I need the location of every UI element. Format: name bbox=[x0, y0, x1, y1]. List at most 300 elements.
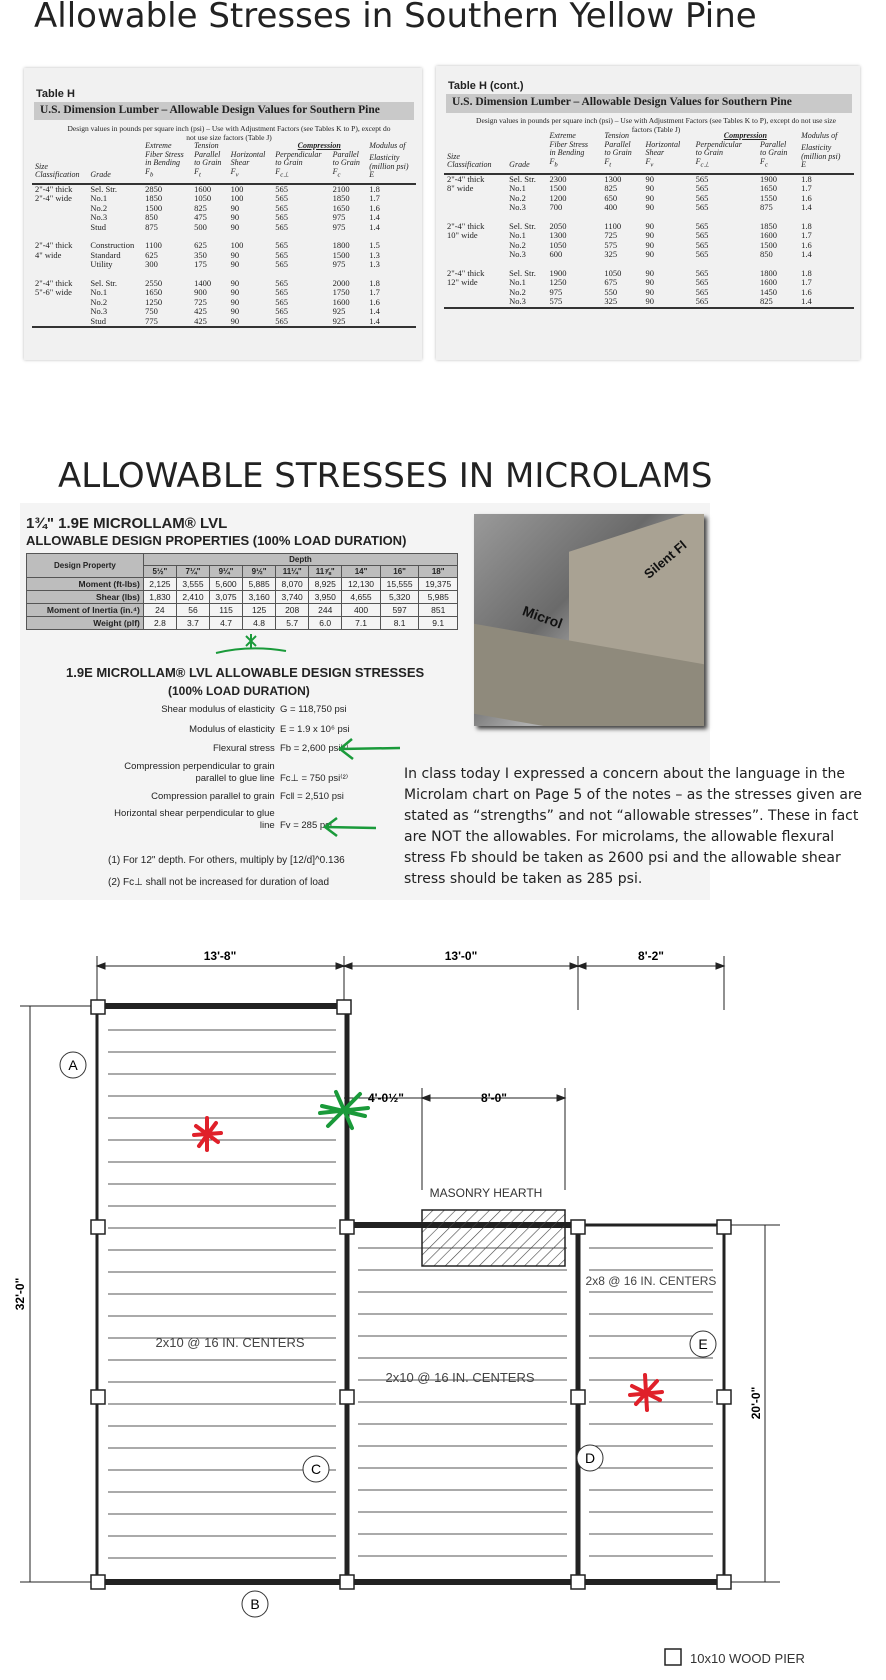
table-cell: 1100 bbox=[145, 240, 162, 251]
table-cell: 565 bbox=[695, 183, 709, 194]
property-value: 2.8 bbox=[143, 617, 176, 630]
size-cell: 5"-6" wide bbox=[35, 287, 72, 298]
pier bbox=[717, 1220, 731, 1234]
green-arrow-fb bbox=[340, 739, 400, 759]
size-cell: 4" wide bbox=[35, 249, 62, 260]
property-value: 125 bbox=[243, 604, 276, 617]
table-cell: No.3 bbox=[90, 306, 108, 317]
depth-header: Depth bbox=[143, 554, 457, 566]
table-cell: 1300 bbox=[604, 173, 622, 184]
masonry-hearth bbox=[422, 1210, 565, 1266]
table-cell: 1850 bbox=[332, 193, 350, 204]
table-cell: 825 bbox=[194, 202, 207, 213]
property-value: 3,740 bbox=[276, 591, 309, 604]
table-cell: 725 bbox=[194, 296, 207, 307]
table-cell: 575 bbox=[549, 296, 563, 307]
table-cell: 2300 bbox=[549, 173, 567, 184]
pier bbox=[571, 1390, 585, 1404]
stress-row-g: Shear modulus of elasticity G = 118,750 psi bbox=[161, 704, 347, 715]
dim-top-3: 8'-2" bbox=[638, 949, 664, 963]
table-cell: 90 bbox=[645, 220, 654, 231]
table-cell: 565 bbox=[695, 230, 709, 241]
table-cell: 90 bbox=[230, 306, 240, 317]
table-cell: 1.7 bbox=[369, 193, 380, 204]
table-cell: 2000 bbox=[332, 277, 350, 288]
table-cell: 750 bbox=[145, 306, 158, 317]
table-cell: 90 bbox=[230, 277, 240, 288]
table-cell: 1800 bbox=[332, 240, 350, 251]
table-cell: No.1 bbox=[90, 193, 108, 204]
table-cell: 600 bbox=[549, 249, 563, 260]
table-cell: 90 bbox=[230, 221, 240, 232]
table-cell: 565 bbox=[275, 212, 289, 223]
size-cell bbox=[444, 203, 506, 213]
stress-row-e: Modulus of elasticity E = 1.9 x 10⁶ psi bbox=[189, 724, 350, 735]
table-cell: 925 bbox=[332, 306, 346, 317]
table-cell: 850 bbox=[145, 212, 158, 223]
property-value: 3,160 bbox=[243, 591, 276, 604]
pier bbox=[337, 1000, 351, 1014]
table-title: U.S. Dimension Lumber – Allowable Design Values for Southern Pine bbox=[34, 102, 414, 120]
table-cell: 1500 bbox=[332, 249, 350, 260]
dim-left: 32'-0" bbox=[13, 1277, 27, 1311]
pier bbox=[717, 1575, 731, 1589]
table-cell: 1.4 bbox=[801, 249, 812, 260]
joist-label-a: 2x10 @ 16 IN. CENTERS bbox=[155, 1335, 305, 1350]
table-row bbox=[444, 213, 854, 232]
table-cell: 1.4 bbox=[369, 315, 380, 326]
table-cell: 1800 bbox=[759, 267, 777, 278]
property-value: 6.0 bbox=[309, 617, 342, 630]
joists-bay-a bbox=[108, 1030, 336, 1558]
table-cell: 1900 bbox=[549, 267, 567, 278]
photo-label-1: Microl bbox=[520, 602, 565, 632]
table-cell: 1650 bbox=[759, 183, 777, 194]
pier bbox=[717, 1390, 731, 1404]
pier bbox=[91, 1390, 105, 1404]
table-cell: 565 bbox=[275, 193, 289, 204]
property-value: 56 bbox=[176, 604, 209, 617]
table-cell: Stud bbox=[90, 315, 106, 326]
table-cell: 1200 bbox=[549, 192, 567, 203]
grid-label-b: B bbox=[250, 1596, 260, 1612]
table-cell: 725 bbox=[604, 230, 618, 241]
table-cell: 1250 bbox=[549, 277, 567, 288]
table-cell: 1400 bbox=[194, 277, 212, 288]
property-value: 2,410 bbox=[176, 591, 209, 604]
property-value: 5,985 bbox=[419, 591, 458, 604]
table-cell: Standard bbox=[90, 249, 121, 260]
table-row bbox=[32, 317, 416, 328]
hearth-label: MASONRY HEARTH bbox=[429, 1186, 543, 1200]
depth-col-header: 16" bbox=[380, 566, 419, 578]
table-title: U.S. Dimension Lumber – Allowable Design Values for Southern Pine bbox=[446, 94, 852, 113]
table-label: Table H (cont.) bbox=[448, 80, 524, 92]
pier bbox=[340, 1390, 354, 1404]
table-cell: 1250 bbox=[145, 296, 163, 307]
property-value: 115 bbox=[210, 604, 243, 617]
depth-col-header: 9¼" bbox=[210, 566, 243, 578]
table-cell: No.1 bbox=[509, 183, 526, 194]
size-cell: 12" wide bbox=[447, 277, 478, 288]
table-cell: 565 bbox=[695, 202, 709, 213]
property-value: 3,555 bbox=[176, 578, 209, 591]
property-label: Shear (lbs) bbox=[27, 591, 144, 604]
table-cell: 565 bbox=[275, 240, 289, 251]
property-value: 5,320 bbox=[380, 591, 419, 604]
size-cell: 2"-4" thick bbox=[35, 277, 73, 288]
table-cell: 565 bbox=[275, 202, 289, 213]
table-cell: Utility bbox=[90, 259, 113, 270]
depth-col-header: 11⅞" bbox=[309, 566, 342, 578]
size-cell bbox=[32, 307, 87, 317]
size-cell: 2"-4" thick bbox=[447, 267, 485, 278]
size-cell: 2"-4" thick bbox=[35, 183, 73, 194]
table-cell: 1.7 bbox=[801, 230, 812, 241]
table-cell: 1600 bbox=[332, 296, 350, 307]
depth-col-header: 18" bbox=[419, 566, 458, 578]
table-cell: 1.4 bbox=[801, 296, 812, 307]
table-cell: 565 bbox=[275, 296, 289, 307]
photo-label-2: Silent Fl bbox=[641, 537, 690, 582]
table-cell: 1.5 bbox=[369, 240, 380, 251]
table-cell: Sel. Str. bbox=[90, 277, 118, 288]
table-cell: 625 bbox=[145, 249, 158, 260]
table-cell: 625 bbox=[194, 240, 207, 251]
table-cell: Construction bbox=[90, 240, 135, 251]
depth-col-header: 11¼" bbox=[276, 566, 309, 578]
table-cell: 565 bbox=[275, 221, 289, 232]
table-cell: No.2 bbox=[509, 192, 526, 203]
grid-label-e: E bbox=[698, 1336, 708, 1352]
table-cell: 1.8 bbox=[801, 173, 812, 184]
table-row bbox=[444, 297, 854, 308]
stress-row-fv: Horizontal shear perpendicular to glue line Fv = 285 psi bbox=[114, 808, 333, 831]
table-cell: 1.4 bbox=[369, 221, 380, 232]
table-cell: 1.7 bbox=[801, 277, 812, 288]
table-cell: 1650 bbox=[145, 287, 163, 298]
table-cell: 2550 bbox=[145, 277, 163, 288]
bay-c-outline bbox=[347, 1225, 578, 1582]
stress-subtitle: (100% LOAD DURATION) bbox=[168, 684, 310, 698]
table-cell: 900 bbox=[194, 287, 207, 298]
table-cell: No.2 bbox=[509, 286, 526, 297]
table-row bbox=[444, 203, 854, 213]
table-cell: 325 bbox=[604, 296, 618, 307]
table-cell: No.2 bbox=[509, 239, 526, 250]
lumber-values-table: Extreme Tension Compression Modulus of Size Classification Grade Fiber Stress in Bending $F_b$ Parallel to Grain $F_t$ Horizontal Shear $F_v$ Perpendicular to Grain $F_{c\perp}$ Parallel to Grain $F_c$ Elasticity (million psi) E 2"-4" thick Sel. Str. 2300 1300 90 565 1900 1.8 8" wide No.1 1500 825 90 565 1650 1.7 No.2 1200 650 90 565 1550 1.6 No.3 700 400 90 565 875 1.4 2"-4" thick Sel. Str. 2050 1100 90 565 1850 1.8 10" wide No.1 1300 725 90 565 1600 1.7 No.2 1050 575 90 565 1500 1.6 No.3 600 325 90 565 850 1.4 2"-4" thick Sel. Str. 1900 1050 90 565 1800 1.8 12" wide No.1 1250 675 90 565 1600 1.7 No.2 975 550 90 565 1450 1.6 No.3 575 325 90 565 825 1.4 bbox=[444, 132, 854, 315]
pier bbox=[571, 1575, 585, 1589]
design-property-header: Design Property bbox=[27, 554, 144, 578]
dim-small-1: 4'-0½" bbox=[368, 1091, 404, 1105]
table-cell: 90 bbox=[230, 249, 240, 260]
property-value: 208 bbox=[276, 604, 309, 617]
property-value: 12,130 bbox=[342, 578, 381, 591]
property-value: 597 bbox=[380, 604, 419, 617]
table-cell: 565 bbox=[695, 249, 709, 260]
stress-row-fcperp: Compression perpendicular to grain parallel to glue line Fc⊥ = 750 psi⁽²⁾ bbox=[124, 761, 349, 784]
pier bbox=[91, 1000, 105, 1014]
table-cell: 565 bbox=[695, 239, 709, 250]
dim-small-2: 8'-0" bbox=[481, 1091, 507, 1105]
table-cell: 90 bbox=[645, 239, 654, 250]
table-cell: 565 bbox=[275, 277, 289, 288]
property-value: 8,070 bbox=[276, 578, 309, 591]
property-value: 851 bbox=[419, 604, 458, 617]
table-cell: 425 bbox=[194, 315, 207, 326]
table-cell: 90 bbox=[645, 192, 654, 203]
property-value: 3.7 bbox=[176, 617, 209, 630]
table-cell: Stud bbox=[90, 221, 106, 232]
pier bbox=[571, 1220, 585, 1234]
table-cell: 350 bbox=[194, 249, 207, 260]
table-row bbox=[32, 223, 416, 233]
table-cell: 90 bbox=[645, 277, 654, 288]
dim-top-1: 13'-8" bbox=[203, 949, 237, 963]
grid-label-c: C bbox=[310, 1461, 322, 1477]
stress-row-fb: Flexural stress Fb = 2,600 psi⁽¹⁾ bbox=[212, 743, 349, 754]
table-row bbox=[444, 250, 854, 260]
table-cell: 1.6 bbox=[369, 202, 380, 213]
property-label: Weight (plf) bbox=[27, 617, 144, 630]
table-row bbox=[32, 260, 416, 270]
table-cell: 1050 bbox=[194, 193, 212, 204]
property-value: 8,925 bbox=[309, 578, 342, 591]
table-cell: 1.4 bbox=[369, 212, 380, 223]
table-row bbox=[444, 260, 854, 279]
property-value: 9.1 bbox=[419, 617, 458, 630]
pier bbox=[340, 1220, 354, 1234]
table-cell: 565 bbox=[695, 286, 709, 297]
table-cell: 1450 bbox=[759, 286, 777, 297]
table-cell: 1.4 bbox=[369, 306, 380, 317]
microlam-heading: 1¾" 1.9E MICROLLAM® LVL bbox=[26, 515, 228, 532]
size-cell: 2"-4" thick bbox=[447, 173, 485, 184]
table-cell: 1.7 bbox=[369, 287, 380, 298]
table-cell: 2050 bbox=[549, 220, 567, 231]
table-cell: 565 bbox=[695, 267, 709, 278]
table-cell: 975 bbox=[332, 259, 346, 270]
size-cell: 10" wide bbox=[447, 230, 478, 241]
property-value: 5,600 bbox=[210, 578, 243, 591]
table-cell: 1500 bbox=[759, 239, 777, 250]
table-cell: 1.6 bbox=[801, 239, 812, 250]
table-cell: 1050 bbox=[549, 239, 567, 250]
table-cell: 1.3 bbox=[369, 249, 380, 260]
table-cell: 1.8 bbox=[369, 277, 380, 288]
table-cell: 90 bbox=[645, 202, 654, 213]
table-cell: 90 bbox=[230, 287, 240, 298]
footnote-2: (2) Fc⊥ shall not be increased for duration of load bbox=[108, 877, 330, 888]
table-cell: 1.7 bbox=[801, 183, 812, 194]
table-cell: 975 bbox=[332, 212, 346, 223]
table-cell: 100 bbox=[230, 193, 244, 204]
size-cell bbox=[32, 223, 87, 233]
table-cell: 700 bbox=[549, 202, 563, 213]
table-cell: Sel. Str. bbox=[90, 183, 118, 194]
table-cell: 100 bbox=[230, 240, 244, 251]
size-cell bbox=[32, 298, 87, 308]
floor-framing-plan bbox=[0, 930, 886, 1680]
table-cell: 1500 bbox=[145, 202, 163, 213]
size-cell: 8" wide bbox=[447, 183, 474, 194]
joist-label-c: 2x10 @ 16 IN. CENTERS bbox=[385, 1370, 535, 1385]
grid-label-a: A bbox=[68, 1057, 78, 1073]
table-cell: 1.8 bbox=[369, 183, 380, 194]
stress-row-fcpar: Compression parallel to grain Fc‖ = 2,510 psi bbox=[151, 791, 344, 802]
table-note: Design values in pounds per square inch (psi) – Use with Adjustment Factors (see Tables K to P), except do not use size factors (Table J) bbox=[476, 116, 836, 134]
property-value: 3,950 bbox=[309, 591, 342, 604]
table-cell: 90 bbox=[645, 267, 654, 278]
table-cell: No.1 bbox=[509, 277, 526, 288]
table-cell: 925 bbox=[332, 315, 346, 326]
property-value: 2,125 bbox=[143, 578, 176, 591]
table-cell: 550 bbox=[604, 286, 618, 297]
pier-legend-label: 10x10 WOOD PIER bbox=[690, 1651, 805, 1666]
table-cell: 875 bbox=[145, 221, 158, 232]
green-asterisk bbox=[246, 634, 256, 648]
table-cell: 1.6 bbox=[801, 286, 812, 297]
table-cell: 175 bbox=[194, 259, 207, 270]
table-cell: 90 bbox=[230, 202, 240, 213]
microlam-subheading: ALLOWABLE DESIGN PROPERTIES (100% LOAD DURATION) bbox=[26, 533, 407, 548]
table-cell: 1600 bbox=[759, 230, 777, 241]
size-cell bbox=[444, 241, 506, 251]
pier-legend-icon bbox=[665, 1649, 681, 1665]
table-cell: 90 bbox=[230, 212, 240, 223]
pier bbox=[91, 1575, 105, 1589]
table-cell: 565 bbox=[275, 249, 289, 260]
size-cell bbox=[32, 204, 87, 214]
table-cell: 2100 bbox=[332, 183, 350, 194]
table-cell: 1600 bbox=[759, 277, 777, 288]
joists-bay-c bbox=[358, 1248, 567, 1556]
property-value: 4,655 bbox=[342, 591, 381, 604]
property-value: 4.8 bbox=[243, 617, 276, 630]
table-cell: 1500 bbox=[549, 183, 567, 194]
table-cell: 825 bbox=[759, 296, 773, 307]
table-cell: No.2 bbox=[90, 296, 108, 307]
size-cell bbox=[444, 288, 506, 298]
microlam-title: ALLOWABLE STRESSES IN MICROLAMS bbox=[58, 456, 713, 496]
table-cell: 325 bbox=[604, 249, 618, 260]
grid-label-d: D bbox=[584, 1450, 596, 1466]
table-cell: 425 bbox=[194, 306, 207, 317]
table-cell: 975 bbox=[549, 286, 563, 297]
table-cell: 100 bbox=[230, 183, 244, 194]
table-cell: 565 bbox=[275, 183, 289, 194]
property-label: Moment of Inertia (in.⁴) bbox=[27, 604, 144, 617]
table-cell: 1850 bbox=[759, 220, 777, 231]
table-h-scan bbox=[24, 68, 422, 360]
table-label: Table H bbox=[36, 88, 75, 100]
footnote-1: (1) For 12" depth. For others, multiply by [12/d]^0.136 bbox=[108, 855, 345, 866]
table-cell: 565 bbox=[695, 173, 709, 184]
size-cell bbox=[32, 260, 87, 270]
table-cell: 1650 bbox=[332, 202, 350, 213]
depth-col-header: 9½" bbox=[243, 566, 276, 578]
property-value: 7.1 bbox=[342, 617, 381, 630]
table-cell: 1600 bbox=[194, 183, 212, 194]
table-cell: 650 bbox=[604, 192, 618, 203]
table-cell: 1.6 bbox=[369, 296, 380, 307]
page-title: Allowable Stresses in Southern Yellow Pine bbox=[34, 0, 757, 36]
table-h-cont-scan bbox=[436, 66, 860, 360]
table-cell: 90 bbox=[230, 315, 240, 326]
depth-col-header: 7¼" bbox=[176, 566, 209, 578]
table-cell: No.1 bbox=[509, 230, 526, 241]
table-cell: 565 bbox=[695, 277, 709, 288]
property-value: 244 bbox=[309, 604, 342, 617]
property-value: 8.1 bbox=[380, 617, 419, 630]
table-cell: No.1 bbox=[90, 287, 108, 298]
property-label: Moment (ft-lbs) bbox=[27, 578, 144, 591]
size-cell bbox=[444, 297, 506, 308]
property-value: 15,555 bbox=[380, 578, 419, 591]
table-cell: No.3 bbox=[509, 296, 526, 307]
table-cell: 90 bbox=[645, 286, 654, 297]
table-cell: 1.6 bbox=[801, 192, 812, 203]
table-cell: No.3 bbox=[509, 202, 526, 213]
microlam-photo bbox=[474, 514, 704, 726]
green-asterisk-plan bbox=[320, 1092, 368, 1128]
joist-label-d: 2x8 @ 16 IN. CENTERS bbox=[585, 1274, 717, 1288]
size-cell bbox=[444, 250, 506, 260]
table-cell: Sel. Str. bbox=[509, 267, 536, 278]
table-cell: Sel. Str. bbox=[509, 173, 536, 184]
green-underline bbox=[216, 648, 286, 653]
table-cell: 1300 bbox=[549, 230, 567, 241]
table-cell: 675 bbox=[604, 277, 618, 288]
table-row bbox=[32, 232, 416, 251]
table-cell: 90 bbox=[645, 183, 654, 194]
table-row bbox=[32, 270, 416, 289]
table-cell: 850 bbox=[759, 249, 773, 260]
property-value: 5.7 bbox=[276, 617, 309, 630]
table-cell: 575 bbox=[604, 239, 618, 250]
table-cell: 1.3 bbox=[369, 259, 380, 270]
property-value: 4.7 bbox=[210, 617, 243, 630]
lumber-values-table: Extreme Tension Compression Modulus of Size Classification Grade Fiber Stress in Bending $F_b$ Parallel to Grain $F_t$ Horizontal Shear $F_v$ Perpendicular to Grain $F_{c\perp}$ Parallel to Grain $F_c$ Elasticity (million psi) E 2"-4" thick Sel. Str. 2850 1600 100 565 2100 1.8 2"-4" wide No.1 1850 1050 100 565 1850 1.7 No.2 1500 825 90 565 1650 1.6 No.3 850 475 90 565 975 1.4 Stud 875 500 90 565 975 1.4 2"-4" thick Construction 1100 625 100 565 1800 1.5 4" wide Standard 625 350 90 565 1500 1.3 Utility 300 175 90 565 975 1.3 2"-4" thick Sel. Str. 2550 1400 90 565 2000 1.8 5"-6" wide No.1 1650 900 90 565 1750 1.7 No.2 1250 725 90 565 1600 1.6 No.3 750 425 90 565 925 1.4 Stud 775 425 90 565 925 1.4 bbox=[32, 142, 416, 334]
property-value: 3,075 bbox=[210, 591, 243, 604]
dim-right: 20'-0" bbox=[749, 1386, 763, 1420]
table-cell: 1750 bbox=[332, 287, 350, 298]
size-cell bbox=[444, 194, 506, 204]
table-cell: 1.8 bbox=[801, 220, 812, 231]
table-cell: 2850 bbox=[145, 183, 163, 194]
table-cell: 1550 bbox=[759, 192, 777, 203]
green-arrow-fv bbox=[325, 818, 376, 836]
table-cell: 300 bbox=[145, 259, 158, 270]
table-cell: 90 bbox=[645, 230, 654, 241]
table-cell: 90 bbox=[230, 296, 240, 307]
table-cell: 400 bbox=[604, 202, 618, 213]
table-cell: No.3 bbox=[509, 249, 526, 260]
table-cell: 825 bbox=[604, 183, 618, 194]
property-value: 400 bbox=[342, 604, 381, 617]
table-cell: 475 bbox=[194, 212, 207, 223]
depth-col-header: 5½" bbox=[143, 566, 176, 578]
size-cell: 2"-4" thick bbox=[447, 220, 485, 231]
table-note: Design values in pounds per square inch (psi) – Use with Adjustment Factors (see Tables K to P), except do not use size factors (Table J) bbox=[67, 124, 391, 142]
table-cell: Sel. Str. bbox=[509, 220, 536, 231]
table-cell: 565 bbox=[275, 306, 289, 317]
table-cell: 1850 bbox=[145, 193, 163, 204]
size-cell bbox=[32, 213, 87, 223]
size-cell: 2"-4" thick bbox=[35, 240, 73, 251]
property-value: 19,375 bbox=[419, 578, 458, 591]
table-cell: 1900 bbox=[759, 173, 777, 184]
